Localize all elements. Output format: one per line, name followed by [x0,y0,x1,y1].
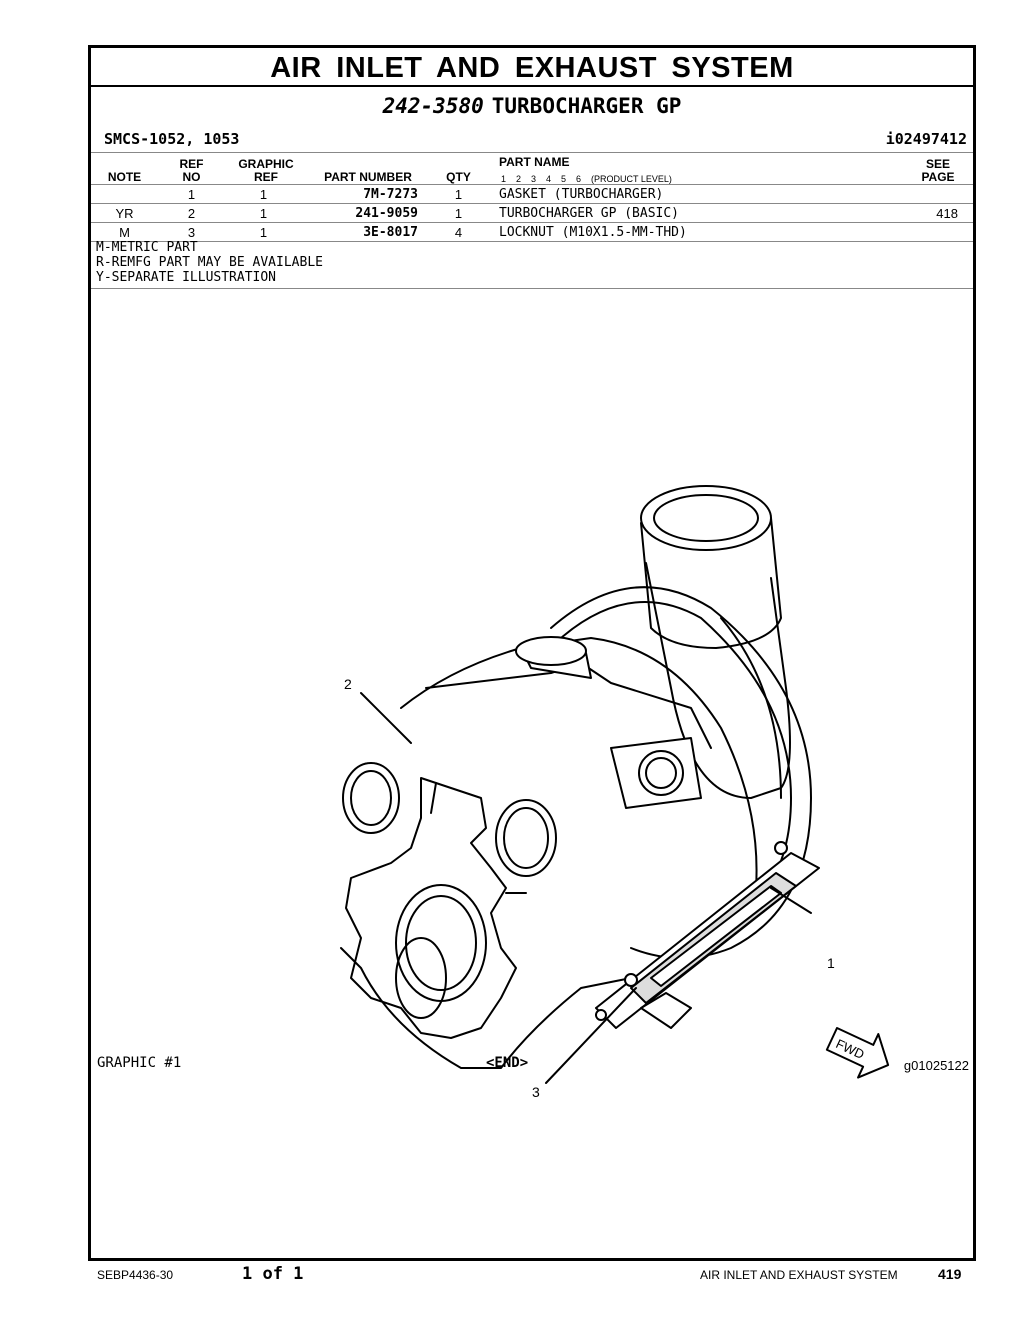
note-remfg: R-REMFG PART MAY BE AVAILABLE [96,255,323,270]
row-note: YR [115,206,134,221]
publication-number: SEBP4436-30 [97,1268,174,1282]
leader-3 [546,988,636,1083]
row-qty: 1 [454,206,463,221]
row-note: M [119,225,130,240]
row-ref-no: 1 [187,187,196,202]
page-title: AIR INLET AND EXHAUST SYSTEM [91,48,973,87]
row-part-number: 241-9059 [355,206,418,221]
divider [91,203,973,204]
graphic-label: GRAPHIC #1 [97,1055,182,1071]
col-part-name-header: PART NAME [499,155,570,169]
end-marker: <END> [486,1055,529,1071]
group-name: TURBOCHARGER GP [491,94,682,118]
fwd-label: FWD [833,1035,867,1063]
row-graphic-ref: 1 [259,187,268,202]
exhaust-gasket [596,842,819,1028]
divider [91,184,973,185]
callout-1: 1 [827,955,835,971]
page-number: 419 [938,1266,962,1282]
row-graphic-ref: 1 [259,225,268,240]
row-ref-no: 2 [187,206,196,221]
row-qty: 4 [454,225,463,240]
col-ref-header: REF NO [179,157,204,184]
row-part-number: 3E-8017 [363,225,418,240]
note-metric: M-METRIC PART [96,240,198,255]
col-see-page-header: SEE PAGE [921,157,955,184]
page-of: 1 of 1 [242,1264,304,1284]
divider [91,222,973,223]
note-separate-illustration: Y-SEPARATE ILLUSTRATION [96,270,277,285]
product-level-header: 1 2 3 4 5 6 (PRODUCT LEVEL) [501,174,672,184]
divider [91,152,973,153]
fwd-arrow-icon [822,1017,898,1087]
col-graphic-ref-header: GRAPHIC REF [238,157,294,184]
group-heading [91,94,973,118]
page-frame [88,45,976,1261]
row-part-name: TURBOCHARGER GP (BASIC) [499,206,680,221]
smcs-codes: SMCS-1052, 1053 [104,130,240,148]
footer-section: AIR INLET AND EXHAUST SYSTEM [700,1268,898,1282]
graphic-id: g01025122 [903,1058,969,1073]
col-note-header: NOTE [107,170,142,184]
document-id: i02497412 [885,130,967,148]
row-part-number: 7M-7273 [363,187,418,202]
group-part-number: 242-3580 [382,94,484,118]
notes-legend [96,240,323,285]
divider [91,288,973,289]
row-see-page: 418 [936,206,958,221]
leader-2 [361,693,411,743]
col-qty-header: QTY [446,170,471,184]
row-ref-no: 3 [187,225,196,240]
row-qty: 1 [454,187,463,202]
row-graphic-ref: 1 [259,206,268,221]
callout-3: 3 [532,1084,540,1100]
turbine-housing [341,637,757,1068]
row-part-name: GASKET (TURBOCHARGER) [499,187,664,202]
row-part-name: LOCKNUT (M10X1.5-MM-THD) [499,225,687,240]
callout-2: 2 [344,676,352,692]
col-part-number-header: PART NUMBER [324,170,412,184]
